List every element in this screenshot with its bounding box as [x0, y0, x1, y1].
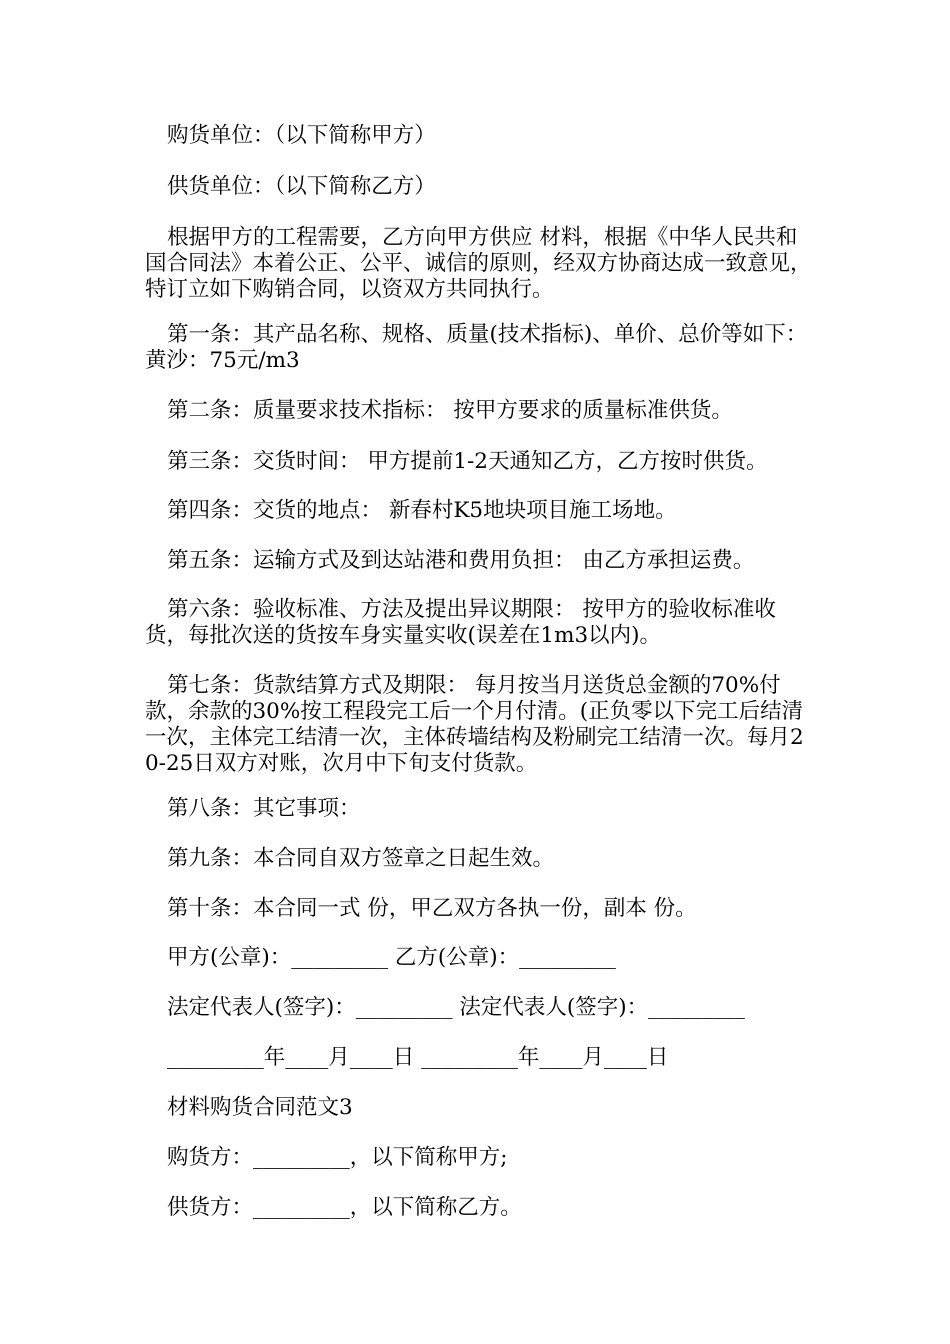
clause-3: 第三条：交货时间： 甲方提前1-2天通知乙方，乙方按时供货。 [167, 449, 768, 474]
clause-6: 第六条：验收标准、方法及提出异议期限： 按甲方的验收标准收货，每批次送的货按车身实量实收(误差在1m3以内)。 [145, 597, 776, 648]
supplier-unit-line: 供货单位：（以下简称乙方） [167, 174, 436, 199]
supplier-line: 供货方：_________，以下简称乙方。 [167, 1195, 522, 1220]
clause-2: 第二条：质量要求技术指标： 按甲方要求的质量标准供货。 [167, 398, 733, 423]
clause-7: 第七条：货款结算方式及期限： 每月按当月送货总金额的70%付款，余款的30%按工程段完工后一个月付清。(正负零以下完工后结清一次，主体完工结清一次，主体砖墙结构及粉刷完工结清一次。每月20-25日双方对账，次月中下旬支付货款。 [145, 673, 804, 776]
buyer-line: 购货方：_________，以下简称甲方; [167, 1145, 508, 1170]
clause-5: 第五条：运输方式及到达站港和费用负担： 由乙方承担运费。 [167, 548, 755, 573]
date-line: _________年____月____日 _________年____月____日 [167, 1045, 669, 1070]
clause-10: 第十条：本合同一式 份，甲乙双方各执一份，副本 份。 [167, 896, 697, 921]
buyer-unit-line: 购货单位：（以下简称甲方） [167, 123, 436, 148]
legal-representative-line: 法定代表人(签字)：_________ 法定代表人(签字)：_________ [167, 995, 745, 1020]
clause-8: 第八条：其它事项： [167, 796, 361, 821]
clause-9: 第九条：本合同自双方签章之日起生效。 [167, 846, 555, 871]
clause-4: 第四条：交货的地点： 新春村K5地块项目施工场地。 [167, 498, 677, 523]
preamble-paragraph: 根据甲方的工程需要，乙方向甲方供应 材料，根据《中华人民共和国合同法》本着公正、公平、诚信的原则，经双方协商达成一致意见，特订立如下购销合同，以资双方共同执行。 [145, 225, 812, 302]
clause-1: 第一条：其产品名称、规格、质量(技术指标)、单价、总价等如下： 黄沙：75元/m3 [145, 322, 808, 373]
party-seal-line: 甲方(公章)：_________ 乙方(公章)：_________ [167, 945, 616, 970]
section-title: 材料购货合同范文3 [167, 1095, 353, 1120]
